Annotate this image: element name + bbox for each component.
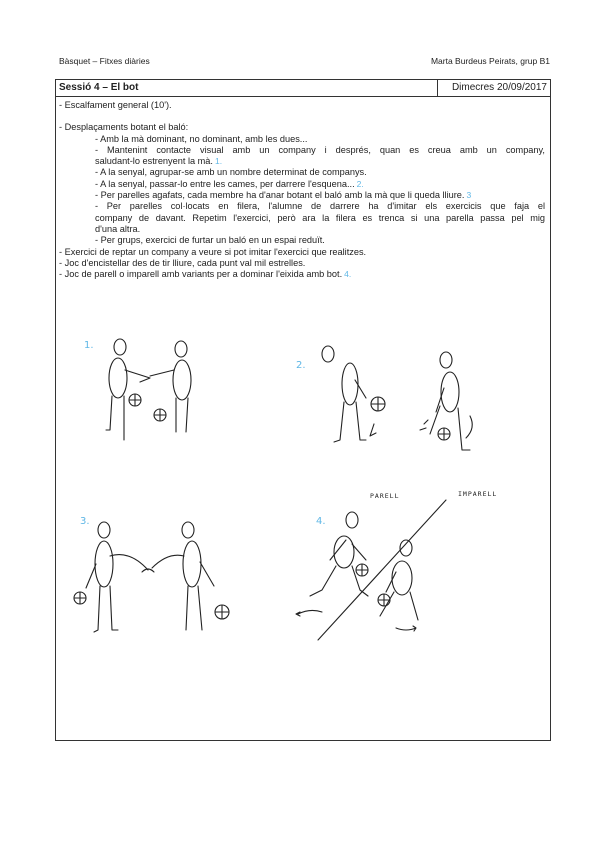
header-left: Bàsquet – Fitxes diàries xyxy=(59,56,150,66)
line-d6a: - Per parelles col·locats en filera, l'alumne de darrere ha d'imitar els exercicis que faja el xyxy=(95,201,545,212)
line-d5-text: - Per parelles agafats, cada membre ha d'anar botant el baló amb la mà que li queda lliure. xyxy=(95,190,465,201)
session-title: Sessió 4 – El bot xyxy=(59,82,139,93)
sketch-3-label: 3. xyxy=(80,516,90,527)
line-d2b-text: saludant-lo estrenyent la mà. xyxy=(95,156,213,167)
sketch-1 xyxy=(84,339,191,440)
line-d4-text: - A la senyal, passar-lo entre les cames, per darrere l'esquena... xyxy=(95,178,355,189)
sketch-2 xyxy=(296,346,472,450)
sketch-4-label: 4. xyxy=(316,516,326,527)
session-date: Dimecres 20/09/2017 xyxy=(451,82,547,93)
line-e2: - Joc d'encistellar des de tir lliure, cada punt val mil estrelles. xyxy=(59,257,306,268)
line-d2a: - Mantenint contacte visual amb un company i després, quan es creua amb un company, xyxy=(95,144,545,155)
number-2: 2. xyxy=(356,178,364,189)
sketch-1-label: 1. xyxy=(84,340,94,351)
sketch-2-label: 2. xyxy=(296,360,306,371)
line-d6c: d'una altra. xyxy=(95,223,141,234)
line-d7: - Per grups, exercici de furtar un baló en un espai reduït. xyxy=(95,235,325,246)
line-e3-text: - Joc de parell o imparell amb variants per a dominar l'eixida amb bot. xyxy=(59,269,343,280)
line-d1: - Amb la mà dominant, no dominant, amb les dues... xyxy=(95,133,308,144)
sketch-4 xyxy=(296,490,497,640)
parell-label: PARELL xyxy=(370,492,400,500)
line-displacements: - Desplaçaments botant el baló: xyxy=(59,122,189,133)
number-3: 3 xyxy=(466,190,472,201)
number-1: 1. xyxy=(214,156,223,167)
sketch-3 xyxy=(74,516,229,632)
imparell-label: IMPARELL xyxy=(458,490,498,498)
line-warmup: - Escalfament general (10'). xyxy=(59,100,172,110)
line-d3: - A la senyal, agrupar-se amb un nombre determinat de companys. xyxy=(95,167,367,178)
header-right: Marta Burdeus Peirats, grup B1 xyxy=(430,56,550,66)
line-e1: - Exercici de reptar un company a veure si pot imitar l'exercici que realitzes. xyxy=(59,246,367,257)
number-4: 4. xyxy=(344,269,352,280)
line-d6b: company de davant. Repetim l'exercici, però ara la filera es trenca si una parella passa pel mig xyxy=(95,212,545,223)
